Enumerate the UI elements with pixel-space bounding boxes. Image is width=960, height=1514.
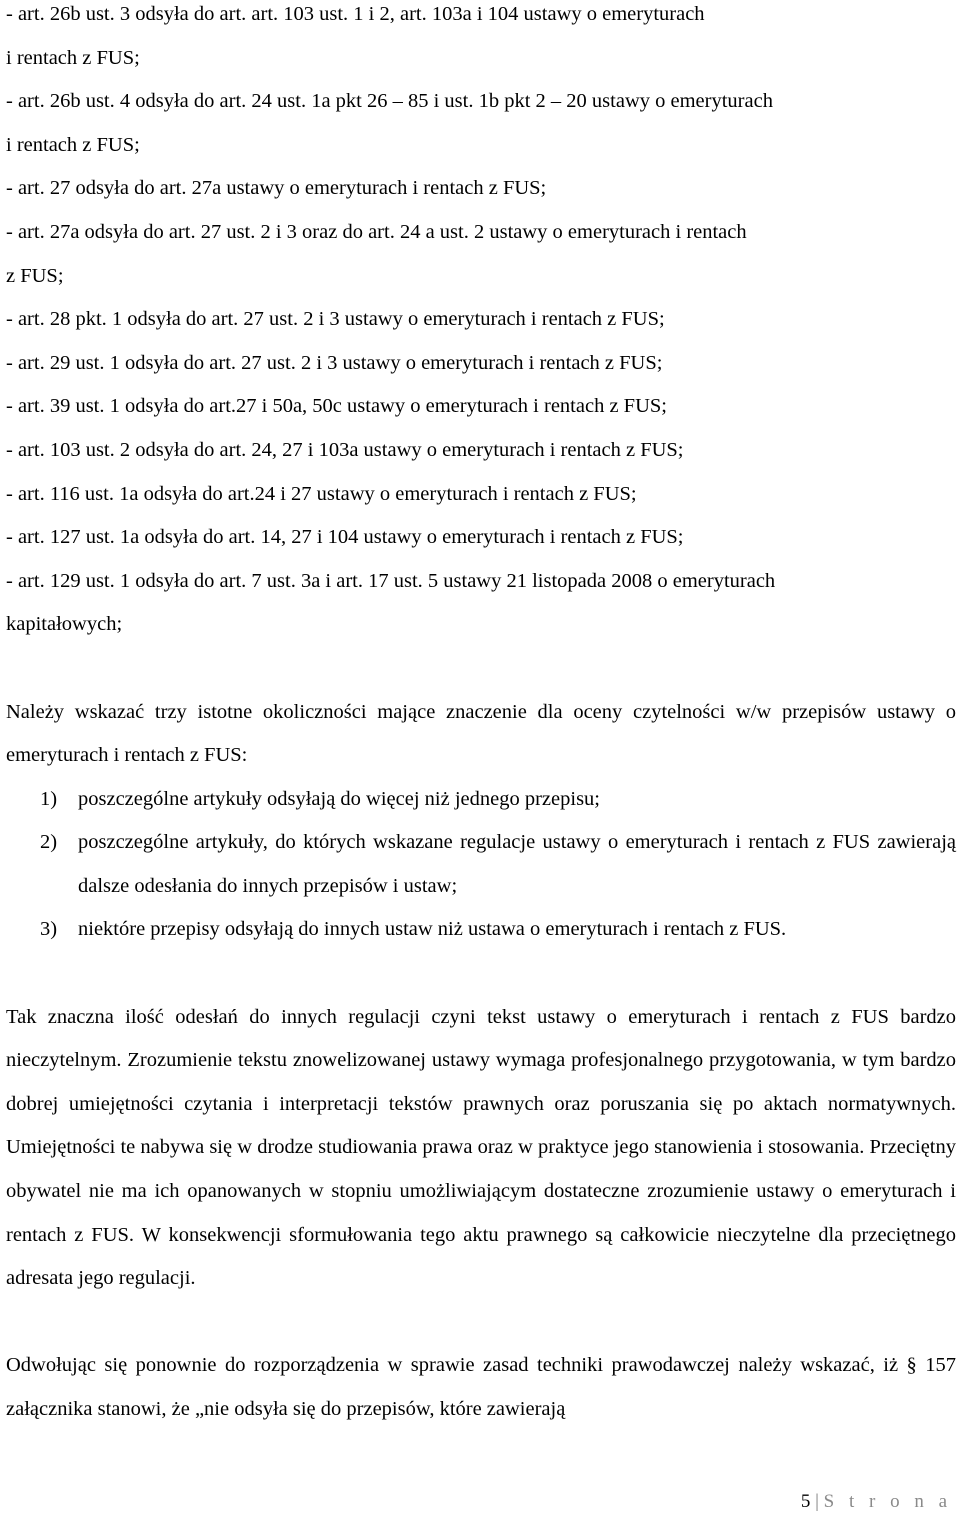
reference-line: i rentach z FUS; xyxy=(6,133,140,156)
body-paragraph: Tak znaczna ilość odesłań do innych regulacji czyni tekst ustawy o emeryturach i rentach z FUS bardzo nieczytelnym. Zrozumienie tekstu znowelizowanej ustawy wymaga profesjonalnego przygotowania, w tym bardzo dobrej umiejętności czytania i interpretacji tekstów prawnych oraz poruszania się po aktach normatywnych. Umiejętności te nabywa się w drodze studiowania prawa oraz w praktyce jego stanowienia i stosowania. Przeciętny obywatel nie ma ich opanowanych w stopniu umożliwiającym dostateczne zrozumienie ustawy o emeryturach i rentach z FUS. W konsekwencji sformułowania tego aktu prawnego są całkowicie nieczytelne dla przeciętnego adresata jego regulacji. xyxy=(6,1005,956,1290)
list-item xyxy=(6,908,956,952)
reference-line: - art. 27a odsyła do art. 27 ust. 2 i 3 oraz do art. 24 a ust. 2 ustawy o emeryturach i rentach xyxy=(6,220,747,243)
numbered-list xyxy=(6,778,956,952)
list-item-text: poszczególne artykuły, do których wskazane regulacje ustawy o emeryturach i rentach z FUS zawierają dalsze odesłania do innych przepisów i ustaw; xyxy=(78,831,956,897)
reference-line: - art. 29 ust. 1 odsyła do art. 27 ust. 2 i 3 ustawy o emeryturach i rentach z FUS; xyxy=(6,351,663,374)
document-page xyxy=(6,0,956,1432)
reference-line: - art. 39 ust. 1 odsyła do art.27 i 50a, 50c ustawy o emeryturach i rentach z FUS; xyxy=(6,395,667,418)
list-number: 3) xyxy=(40,918,58,941)
reference-line: - art. 27 odsyła do art. 27a ustawy o emeryturach i rentach z FUS; xyxy=(6,177,547,200)
reference-line: i rentach z FUS; xyxy=(6,46,140,69)
list-item-text: poszczególne artykuły odsyłają do więcej niż jednego przepisu; xyxy=(78,787,600,810)
reference-line: - art. 26b ust. 3 odsyła do art. art. 103 ust. 1 i 2, art. 103a i 104 ustawy o emeryturach xyxy=(6,3,705,25)
reference-line: - art. 127 ust. 1a odsyła do art. 14, 27 i 104 ustawy o emeryturach i rentach z FUS; xyxy=(6,526,684,549)
footer-separator: | xyxy=(810,1491,824,1512)
list-item xyxy=(6,778,956,822)
list-number: 1) xyxy=(40,787,58,810)
reference-line: - art. 129 ust. 1 odsyła do art. 7 ust. 3a i art. 17 ust. 5 ustawy 21 listopada 2008 o emeryturach xyxy=(6,569,776,592)
reference-line: kapitałowych; xyxy=(6,613,123,636)
body-paragraph: Odwołując się ponownie do rozporządzenia w sprawie zasad techniki prawodawczej należy wskazać, iż § 157 załącznika stanowi, że „nie odsyła się do przepisów, które zawierają xyxy=(6,1354,956,1420)
spacer xyxy=(6,1301,956,1345)
spacer xyxy=(6,952,956,996)
intro-paragraph: Należy wskazać trzy istotne okoliczności mające znaczenie dla oceny czytelności w/w przepisów ustawy o emeryturach i rentach z FUS: xyxy=(6,700,956,767)
reference-list xyxy=(6,0,956,647)
page-footer xyxy=(801,1490,952,1514)
list-item xyxy=(6,821,956,908)
reference-line: - art. 26b ust. 4 odsyła do art. 24 ust. 1a pkt 26 – 85 i ust. 1b pkt 2 – 20 ustawy o emeryturach xyxy=(6,90,773,113)
list-item-text: niektóre przepisy odsyłają do innych ustaw niż ustawa o emeryturach i rentach z FUS. xyxy=(78,918,787,941)
page-number: 5 xyxy=(800,1491,811,1512)
spacer xyxy=(6,647,956,691)
footer-label: S t r o n a xyxy=(823,1491,952,1512)
reference-line: - art. 103 ust. 2 odsyła do art. 24, 27 i 103a ustawy o emeryturach i rentach z FUS; xyxy=(6,438,684,461)
reference-line: - art. 28 pkt. 1 odsyła do art. 27 ust. 2 i 3 ustawy o emeryturach i rentach z FUS; xyxy=(6,308,665,331)
reference-line: - art. 116 ust. 1a odsyła do art.24 i 27 ustawy o emeryturach i rentach z FUS; xyxy=(6,482,637,505)
list-number: 2) xyxy=(40,831,58,854)
reference-line: z FUS; xyxy=(6,264,64,287)
